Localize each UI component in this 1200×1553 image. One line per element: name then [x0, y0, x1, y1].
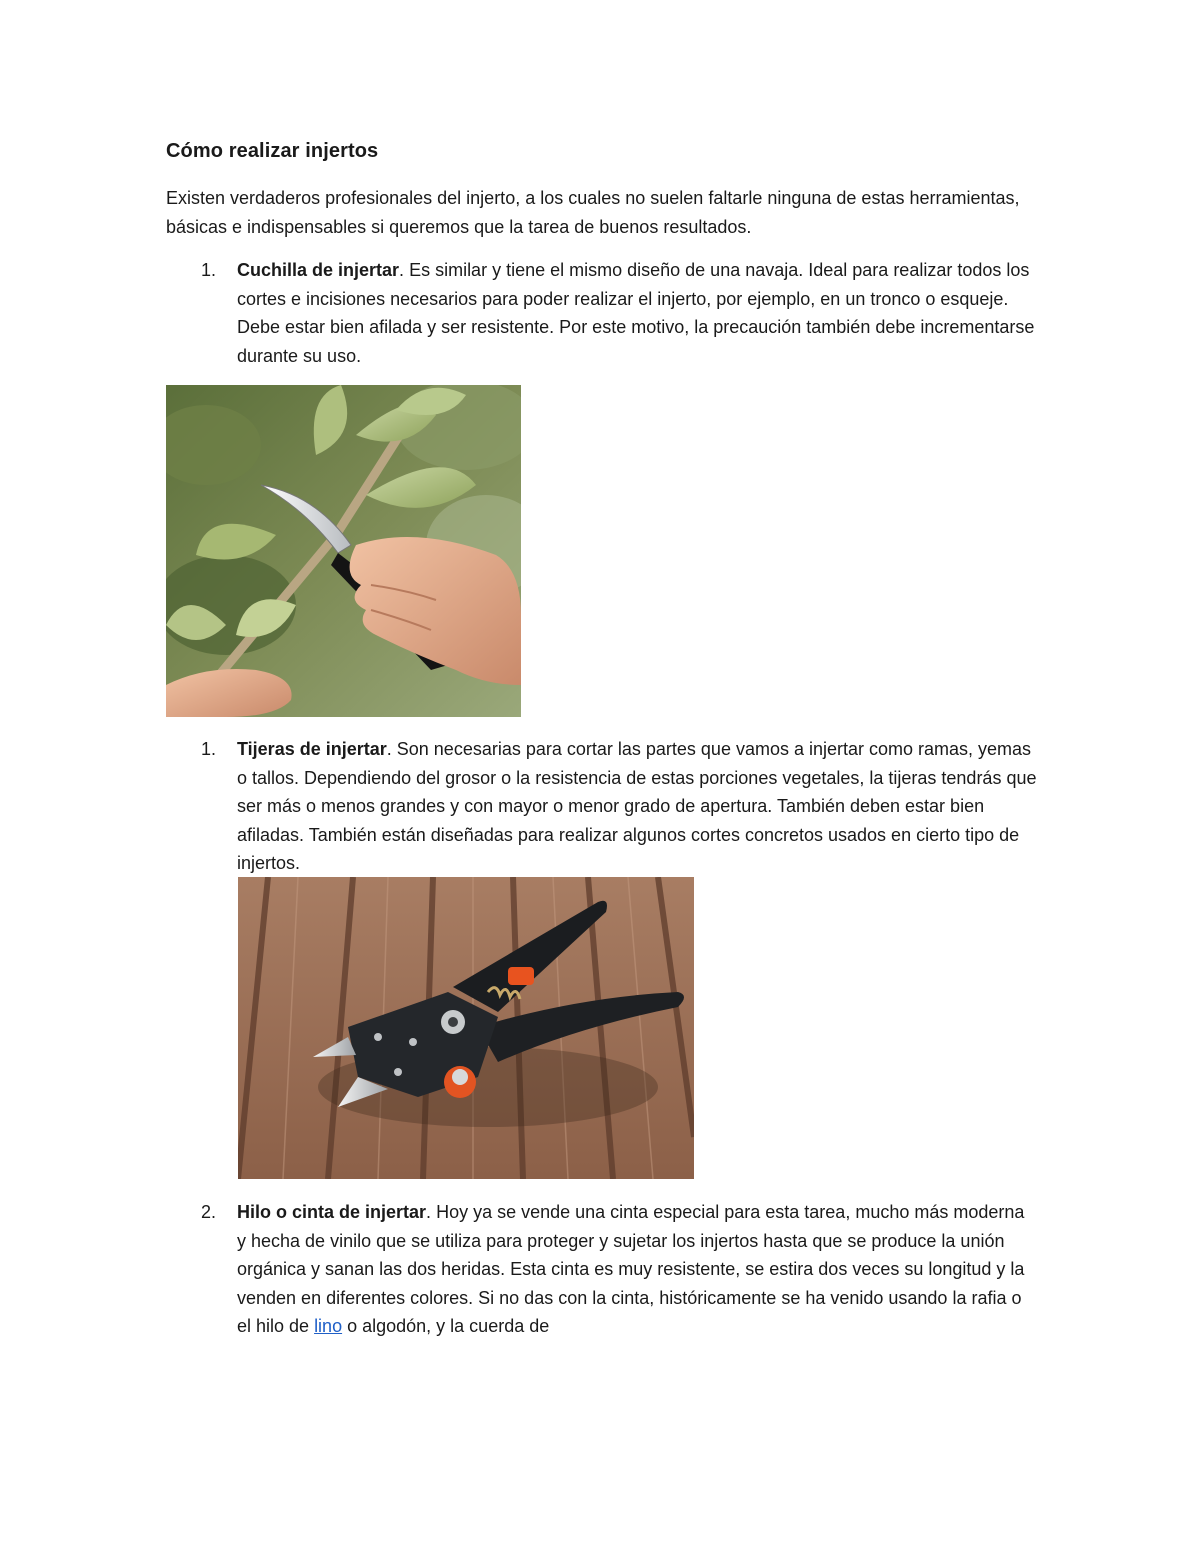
intro-paragraph: Existen verdaderos profesionales del injerto, a los cuales no suelen faltarle ninguna de estas herramientas, básicas e indispensables si queremos que la tarea de buenos resultados.	[166, 188, 1020, 237]
list-term: Tijeras de injertar	[237, 739, 387, 759]
grafting-shears-photo	[238, 877, 694, 1179]
list-text: Son necesarias para cortar las partes que vamos a injertar como ramas, yemas o tallos. Dependiendo del grosor o la resistencia de estas porciones vegetales, la tijeras tendrás que ser más o menos grandes y con mayor o menor grado de apertura. También deben estar bien afiladas. También están diseñadas para realizar algunos cortes concretos usados en cierto tipo de injertos.	[237, 739, 1037, 873]
list-number: 1.	[201, 739, 217, 759]
list-text: Hoy ya se vende una cinta especial para esta tarea, mucho más moderna y hecha de vinilo que se utiliza para proteger y sujetar los injertos hasta que se produce la unión orgánica y sanan las dos heridas. Esta cinta es muy resistente, se estira dos veces su longitud y la venden en diferentes colores. Si no das con la cinta, históricamente se ha venido usando la rafia o el hilo de	[237, 1202, 1025, 1336]
lino-link[interactable]: lino	[314, 1316, 343, 1336]
list-item	[201, 256, 1037, 370]
list-text: Es similar y tiene el mismo diseño de una navaja. Ideal para realizar todos los cortes e incisiones necesarios para poder realizar el injerto, por ejemplo, en un tronco o esqueje. Debe estar bien afilada y ser resistente. Por este motivo, la precaución también debe incrementarse durante su uso.	[237, 260, 1035, 366]
list-term-period: .	[426, 1202, 432, 1222]
list-term: Cuchilla de injertar	[237, 260, 400, 280]
list-term-period: .	[399, 260, 405, 280]
list-term-period: .	[386, 739, 392, 759]
list-term: Hilo o cinta de injertar	[237, 1202, 427, 1222]
list-number: 1.	[201, 260, 217, 280]
list-text-after: o algodón, y la cuerda de	[342, 1316, 550, 1336]
list-number: 2.	[201, 1202, 217, 1222]
page-title: Cómo realizar injertos	[166, 140, 379, 162]
list-item	[201, 1198, 1037, 1341]
list-item	[201, 735, 1037, 878]
grafting-knife-photo	[166, 385, 521, 717]
